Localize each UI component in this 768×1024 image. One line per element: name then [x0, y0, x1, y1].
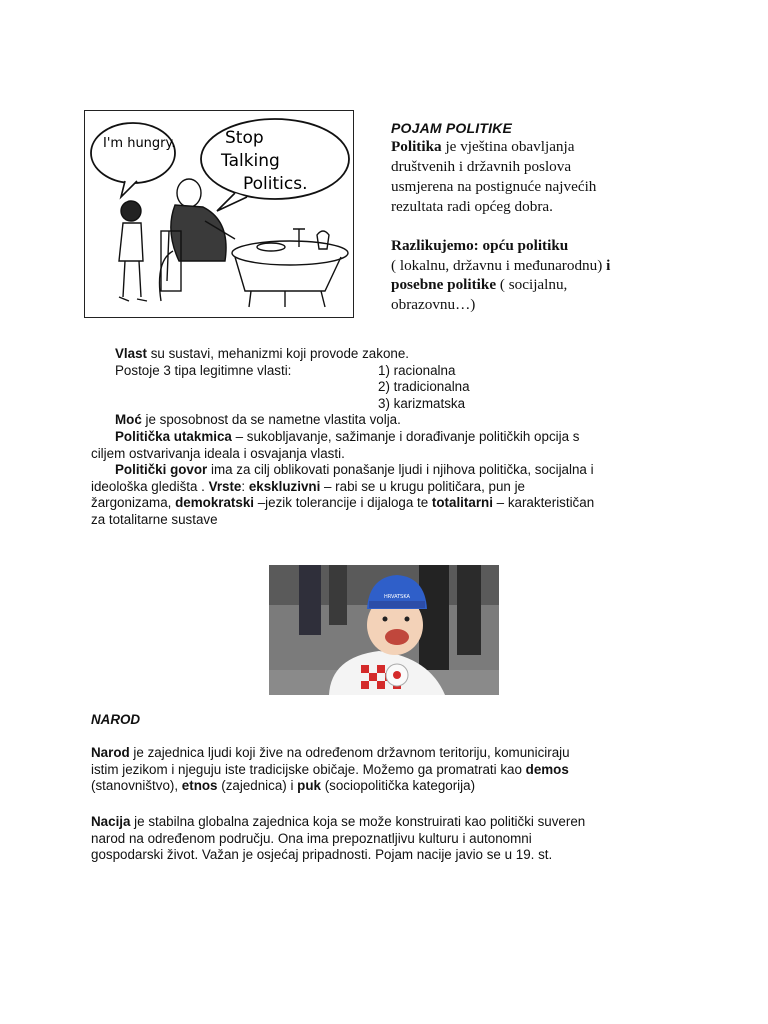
speech-bubble-left: [91, 123, 175, 183]
term-politika: Politika: [391, 138, 442, 155]
cap-text: HRVATSKA: [384, 594, 410, 600]
razlikujemo-heading: Razlikujemo: opću politiku: [391, 237, 569, 254]
body-text: (zajednica) i: [217, 778, 298, 794]
term-vlast: Vlast: [115, 346, 148, 361]
cartoon-drawing: [85, 111, 353, 317]
term-narod: Narod: [91, 745, 130, 760]
definition-paragraph: [391, 137, 661, 217]
body-text: – sukobljavanje, sažimanje i dorađivanje političkih opcija s: [231, 428, 580, 444]
body-text: ima za cilj oblikovati ponašanje ljudi i njihova politička, socijalna i: [207, 462, 594, 478]
bubble-right-text: Stop Talking Politics.: [221, 128, 308, 194]
body-text: :: [241, 478, 249, 494]
body-text: (sociopolitička kategorija): [320, 778, 476, 794]
definition-line: usmjerena na postignuće najvećih: [391, 178, 597, 195]
definition-text: je vještina obavljanja: [441, 138, 575, 155]
term-politicka-utakmica: Politička utakmica: [115, 428, 232, 444]
term-ekskluzivni: ekskluzivni: [248, 478, 321, 494]
body-text: istim jezikom i njeguju iste tradicijske običaje. Možemo ga promatrati kao: [91, 761, 526, 777]
definition-line: rezultata radi općeg dobra.: [391, 198, 553, 215]
dining-table: [232, 229, 348, 307]
child-figure: [119, 201, 147, 301]
narod-paragraph: [91, 745, 681, 795]
tipa-item: 1) racionalna: [378, 362, 456, 378]
term-demos: demos: [525, 761, 569, 777]
term-vrste: Vrste: [208, 478, 242, 494]
body-text: su sustavi, mehanizmi koji provode zakone.: [147, 346, 410, 361]
term-demokratski: demokratski: [175, 495, 255, 511]
bubble-left-text: I'm hungry.: [103, 136, 176, 151]
nacija-paragraph: [91, 814, 681, 864]
term-nacija: Nacija: [91, 814, 131, 829]
term-posebne-politike: posebne politike: [391, 276, 497, 293]
tipa-label: Postoje 3 tipa legitimne vlasti:: [115, 362, 292, 378]
body-text: žargonizama,: [91, 495, 176, 511]
razlikujemo-text: ( lokalnu, državnu i međunarodnu): [391, 256, 607, 274]
body-text: – rabi se u krugu političara, pun je: [320, 478, 525, 494]
vlast-section: [91, 346, 681, 529]
man-figure: [160, 179, 236, 301]
term-etnos: etnos: [181, 778, 218, 794]
cartoon-image: [84, 110, 354, 318]
body-text: gospodarski život. Važan je osjećaj pripadnosti. Pojam nacije javio se u 19. st.: [91, 847, 553, 863]
body-text: je stabilna globalna zajednica koja se može konstruirati kao politički suveren: [130, 814, 586, 829]
body-text: za totalitarne sustave: [91, 511, 218, 527]
tipa-item: 2) tradicionalna: [378, 379, 470, 395]
definition-line: društvenih i državnih poslova: [391, 158, 572, 175]
body-text: – karakterističan: [492, 495, 595, 511]
term-puk: puk: [297, 778, 321, 794]
term-moc: Moć: [115, 412, 142, 428]
section-title-politika: POJAM POLITIKE: [391, 120, 513, 136]
razlikujemo-paragraph: [391, 236, 671, 314]
body-text: narod na određenom području. Ona ima prepoznatljivu kulturu i autonomni: [91, 830, 532, 846]
body-text: je sposobnost da se nametne vlastita volja.: [141, 412, 401, 428]
child-photo-drawing: [269, 565, 499, 695]
term-politicki-govor: Politički govor: [115, 462, 208, 478]
body-text: (stanovništvo),: [91, 778, 182, 794]
section-title-narod: NAROD: [91, 712, 141, 727]
razlikujemo-text: ( socijalnu,: [496, 276, 568, 293]
child-photo: [269, 565, 499, 695]
body-text: ciljem ostvarivanja ideala i osvajanja vlasti.: [91, 445, 345, 461]
razlikujemo-text: i: [606, 256, 611, 274]
body-text: ideološka gledišta .: [91, 478, 209, 494]
term-totalitarni: totalitarni: [431, 495, 493, 511]
tipa-item: 3) karizmatska: [378, 395, 466, 411]
body-text: –jezik tolerancije i dijaloga te: [254, 495, 432, 511]
body-text: je zajednica ljudi koji žive na određenom državnom teritoriju, komuniciraju: [129, 745, 570, 760]
razlikujemo-text: obrazovnu…): [391, 295, 476, 313]
